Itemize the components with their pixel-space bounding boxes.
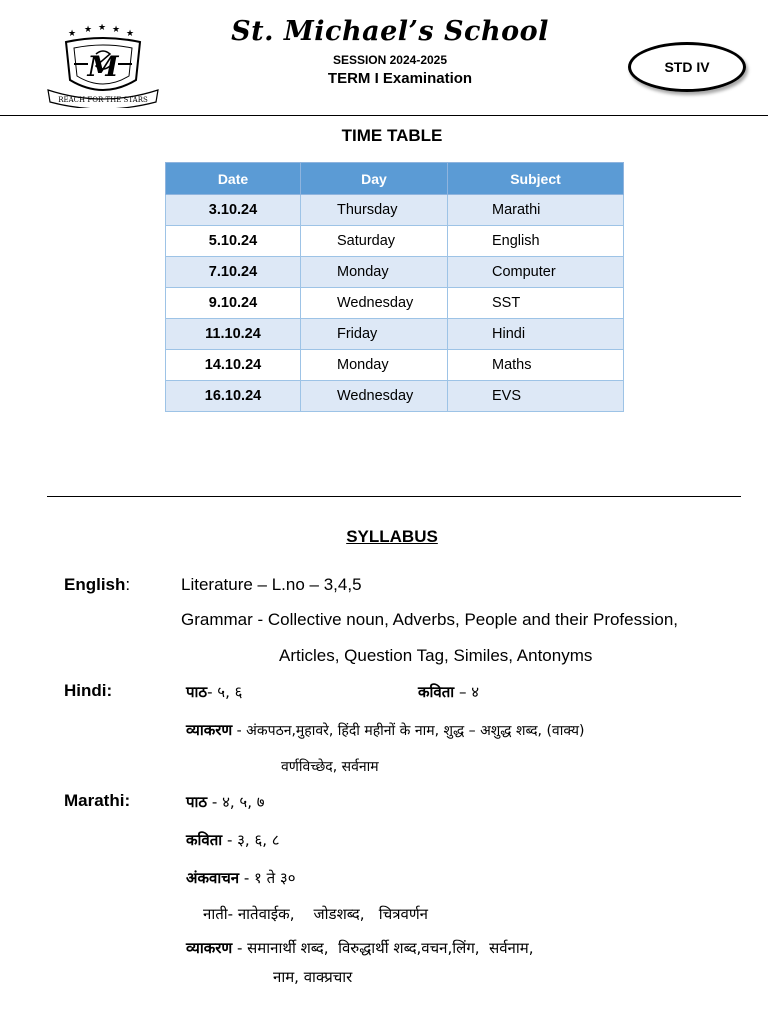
- date-cell: 9.10.24: [166, 288, 301, 319]
- marathi-path-label: पाठ: [186, 793, 208, 811]
- date-cell: 14.10.24: [166, 350, 301, 381]
- hindi-vyakaran-line-1: [186, 720, 584, 740]
- hindi-vyakaran-label: व्याकरण: [186, 721, 233, 739]
- table-row: [166, 350, 624, 381]
- subject-cell: EVS: [448, 381, 624, 412]
- hindi-vyakaran-line-2: वर्णविच्छेद, सर्वनाम: [281, 759, 379, 775]
- marathi-kavita-line: [186, 830, 280, 850]
- table-row: [166, 257, 624, 288]
- hindi-path-value: - ५, ६: [207, 683, 243, 701]
- std-badge-label: STD IV: [664, 59, 710, 75]
- marathi-label: Marathi:: [64, 791, 131, 810]
- subject-cell: Marathi: [448, 195, 624, 226]
- english-subject-label: [64, 575, 130, 595]
- english-label: English: [64, 575, 126, 594]
- day-cell: Wednesday: [301, 381, 448, 412]
- session-text: SESSION 2024-2025: [332, 53, 448, 67]
- svg-text:M: M: [87, 50, 119, 83]
- english-literature: Literature – L.no – 3,4,5: [181, 575, 362, 594]
- day-cell: Monday: [301, 350, 448, 381]
- marathi-ank-line: [186, 868, 296, 888]
- marathi-ank-value: - १ ते ३०: [239, 869, 296, 887]
- svg-text:★: ★: [98, 24, 107, 33]
- timetable-header-row: [166, 163, 624, 195]
- svg-text:★: ★: [68, 29, 77, 39]
- marathi-vyakaran-line-2: नाम, वाक्प्रचार: [273, 968, 353, 986]
- timetable: [165, 162, 624, 412]
- school-name: St. Michael’s School: [231, 16, 549, 47]
- date-cell: 5.10.24: [166, 226, 301, 257]
- hindi-path-line: [186, 682, 242, 702]
- syllabus-title: SYLLABUS: [346, 527, 438, 546]
- day-cell: Saturday: [301, 226, 448, 257]
- hindi-kavita-label: कविता: [418, 683, 455, 701]
- english-grammar-line-2: Articles, Question Tag, Similes, Antonyms: [279, 646, 593, 665]
- hindi-kavita-line: [418, 682, 479, 702]
- term-text: TERM I Examination: [327, 70, 473, 87]
- date-cell: 11.10.24: [166, 319, 301, 350]
- subject-cell: Maths: [448, 350, 624, 381]
- column-header-day: Day: [301, 163, 448, 195]
- subject-cell: SST: [448, 288, 624, 319]
- date-cell: 7.10.24: [166, 257, 301, 288]
- subject-cell: English: [448, 226, 624, 257]
- english-grammar-line-1: Grammar - Collective noun, Adverbs, People and their Profession,: [181, 610, 679, 629]
- svg-text:★: ★: [112, 25, 121, 35]
- timetable-title: TIME TABLE: [341, 126, 443, 145]
- column-header-date: Date: [166, 163, 301, 195]
- std-badge: [628, 42, 746, 92]
- marathi-vyakaran-label: व्याकरण: [186, 939, 233, 957]
- hindi-kavita-value: – ४: [458, 683, 480, 701]
- svg-text:★: ★: [126, 29, 135, 39]
- marathi-path-line: [186, 792, 265, 812]
- subject-cell: Computer: [448, 257, 624, 288]
- header-divider: [0, 115, 768, 116]
- table-row: [166, 195, 624, 226]
- table-row: [166, 226, 624, 257]
- date-cell: 3.10.24: [166, 195, 301, 226]
- day-cell: Friday: [301, 319, 448, 350]
- day-cell: Monday: [301, 257, 448, 288]
- day-cell: Thursday: [301, 195, 448, 226]
- date-cell: 16.10.24: [166, 381, 301, 412]
- hindi-vyakaran-text-1: - अंकपठन,मुहावरे, हिंदी महीनों के नाम, शुद्ध – अशुद्ध शब्द, (वाक्य): [232, 723, 585, 739]
- day-cell: Wednesday: [301, 288, 448, 319]
- marathi-vyakaran-text-1: - समानार्थी शब्द, विरुद्धार्थी शब्द,वचन,लिंग, सर्वनाम,: [232, 939, 534, 957]
- subject-cell: Hindi: [448, 319, 624, 350]
- table-row: [166, 381, 624, 412]
- marathi-nati-line: नाती- नातेवाईक, जोडशब्द, चित्रवर्णन: [203, 905, 429, 923]
- table-row: [166, 319, 624, 350]
- section-divider: [47, 496, 741, 497]
- hindi-path-label: पाठ: [186, 683, 208, 701]
- table-row: [166, 288, 624, 319]
- marathi-ank-label: अंकवाचन: [186, 869, 240, 887]
- svg-text:REACH FOR THE STARS: REACH FOR THE STARS: [58, 96, 148, 104]
- marathi-kavita-value: - ३, ६, ८: [222, 831, 280, 849]
- marathi-vyakaran-line-1: [186, 938, 534, 958]
- marathi-path-value: - ४, ५, ७: [207, 793, 265, 811]
- school-logo: [44, 24, 162, 108]
- hindi-label: Hindi:: [64, 681, 113, 700]
- english-colon: :: [125, 575, 131, 594]
- marathi-kavita-label: कविता: [186, 831, 223, 849]
- svg-text:★: ★: [84, 25, 93, 35]
- column-header-subject: Subject: [448, 163, 624, 195]
